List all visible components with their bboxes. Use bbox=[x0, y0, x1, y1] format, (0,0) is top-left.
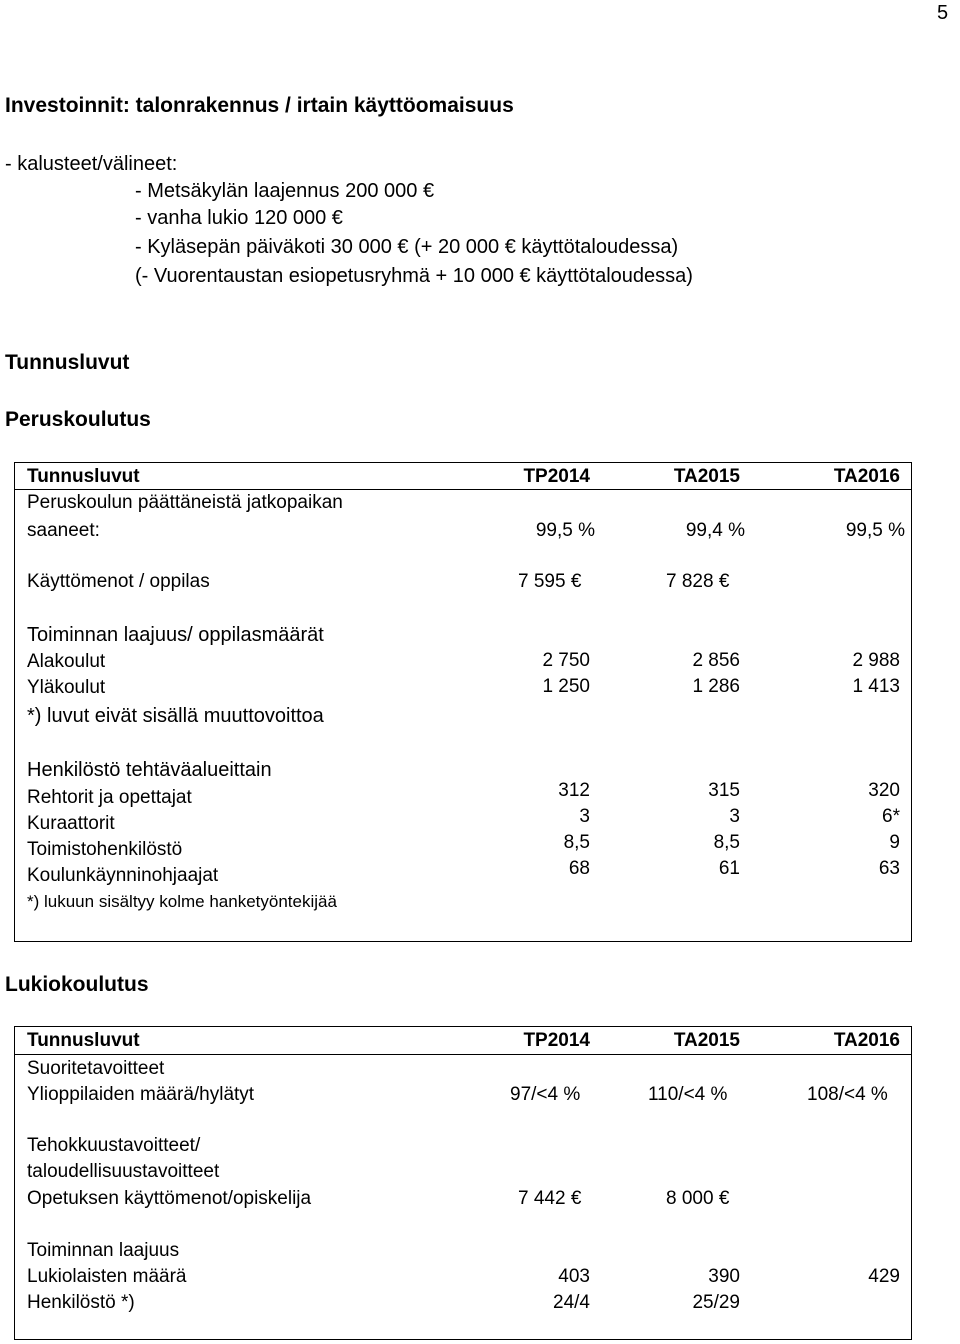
cell-value: 24/4 bbox=[553, 1292, 590, 1313]
cell-value: 2 856 bbox=[692, 650, 740, 671]
cell-value: 99,5 % bbox=[845, 520, 905, 541]
column-header: TA2015 bbox=[673, 1030, 740, 1051]
cell-value: 320 bbox=[868, 780, 900, 801]
row-label: Kuraattorit bbox=[27, 813, 115, 834]
row-label: Toiminnan laajuus bbox=[27, 1240, 180, 1261]
cell-value: 108/<4 % bbox=[807, 1084, 888, 1105]
cell-value: 7 595 € bbox=[518, 571, 582, 592]
cell-value: 312 bbox=[558, 780, 590, 801]
column-header: Tunnusluvut bbox=[27, 1030, 140, 1051]
row-label: Suoritetavoitteet bbox=[27, 1058, 165, 1079]
row-label: Rehtorit ja opettajat bbox=[27, 787, 192, 808]
column-header: TA2016 bbox=[833, 1030, 900, 1051]
cell-value: 390 bbox=[708, 1266, 740, 1287]
row-label: Lukiolaisten määrä bbox=[27, 1266, 187, 1287]
column-header: TP2014 bbox=[523, 1030, 590, 1051]
row-label: Käyttömenot / oppilas bbox=[27, 571, 210, 592]
row-label: Yläkoulut bbox=[27, 677, 106, 698]
cell-value: 7 442 € bbox=[518, 1188, 582, 1209]
cell-value: 9 bbox=[889, 832, 900, 853]
cell-value: 3 bbox=[729, 806, 740, 827]
header-rule bbox=[14, 1054, 912, 1055]
row-label: Alakoulut bbox=[27, 651, 106, 672]
row-label: Henkilöstö *) bbox=[27, 1292, 135, 1313]
header-rule bbox=[14, 489, 912, 490]
cell-value: 99,4 % bbox=[685, 520, 745, 541]
row-label: Opetuksen käyttömenot/opiskelija bbox=[27, 1188, 312, 1209]
section-heading-peruskoulutus: Peruskoulutus bbox=[5, 408, 151, 431]
cell-value: 68 bbox=[568, 858, 590, 879]
subsection-heading: Toiminnan laajuus/ oppilasmäärät bbox=[27, 624, 324, 646]
section-heading-tunnusluvut: Tunnusluvut bbox=[5, 351, 130, 374]
page-heading: Investoinnit: talonrakennus / irtain käyttöomaisuus bbox=[5, 94, 514, 117]
column-header: TA2015 bbox=[673, 466, 740, 487]
cell-value: 429 bbox=[868, 1266, 900, 1287]
row-label: Toimistohenkilöstö bbox=[27, 839, 183, 860]
cell-value: 1 250 bbox=[542, 676, 590, 697]
investment-line: - Metsäkylän laajennus 200 000 € bbox=[135, 180, 435, 202]
row-label: taloudellisuustavoitteet bbox=[27, 1161, 220, 1182]
cell-value: 2 750 bbox=[542, 650, 590, 671]
cell-value: 1 286 bbox=[692, 676, 740, 697]
cell-value: 403 bbox=[558, 1266, 590, 1287]
cell-value: 8 000 € bbox=[666, 1188, 730, 1209]
cell-value: 97/<4 % bbox=[510, 1084, 581, 1105]
column-header: TA2016 bbox=[833, 466, 900, 487]
investment-line: - Kyläsepän päiväkoti 30 000 € (+ 20 000 € käyttötaloudessa) bbox=[135, 236, 679, 258]
cell-value: 2 988 bbox=[852, 650, 900, 671]
cell-value: 315 bbox=[708, 780, 740, 801]
investment-line: - vanha lukio 120 000 € bbox=[135, 207, 343, 229]
page-number: 5 bbox=[937, 2, 949, 24]
cell-value: 99,5 % bbox=[535, 520, 595, 541]
column-header: Tunnusluvut bbox=[27, 466, 140, 487]
column-header: TP2014 bbox=[523, 466, 590, 487]
row-label: Koulunkäynninohjaajat bbox=[27, 865, 219, 886]
row-label: Tehokkuustavoitteet/ bbox=[27, 1135, 201, 1156]
footnote: *) lukuun sisältyy kolme hanketyöntekijää bbox=[27, 892, 337, 911]
cell-value: 1 413 bbox=[852, 676, 900, 697]
cell-value: 8,5 bbox=[713, 832, 740, 853]
subsection-heading: Henkilöstö tehtäväalueittain bbox=[27, 759, 272, 781]
section-heading-lukiokoulutus: Lukiokoulutus bbox=[5, 973, 149, 996]
footnote: *) luvut eivät sisällä muuttovoittoa bbox=[27, 705, 324, 727]
row-label: Ylioppilaiden määrä/hylätyt bbox=[27, 1084, 255, 1105]
cell-value: 61 bbox=[718, 858, 740, 879]
row-label: saaneet: bbox=[27, 520, 100, 541]
cell-value: 25/29 bbox=[692, 1292, 740, 1313]
cell-value: 110/<4 % bbox=[648, 1084, 728, 1105]
row-label: Peruskoulun päättäneistä jatkopaikan bbox=[27, 492, 343, 513]
cell-value: 3 bbox=[579, 806, 590, 827]
investments-intro: - kalusteet/välineet: bbox=[5, 153, 178, 175]
cell-value: 8,5 bbox=[563, 832, 590, 853]
cell-value: 63 bbox=[878, 858, 900, 879]
investment-line: (- Vuorentaustan esiopetusryhmä + 10 000 € käyttötaloudessa) bbox=[135, 265, 693, 287]
cell-value: 6* bbox=[882, 806, 900, 827]
cell-value: 7 828 € bbox=[666, 571, 730, 592]
